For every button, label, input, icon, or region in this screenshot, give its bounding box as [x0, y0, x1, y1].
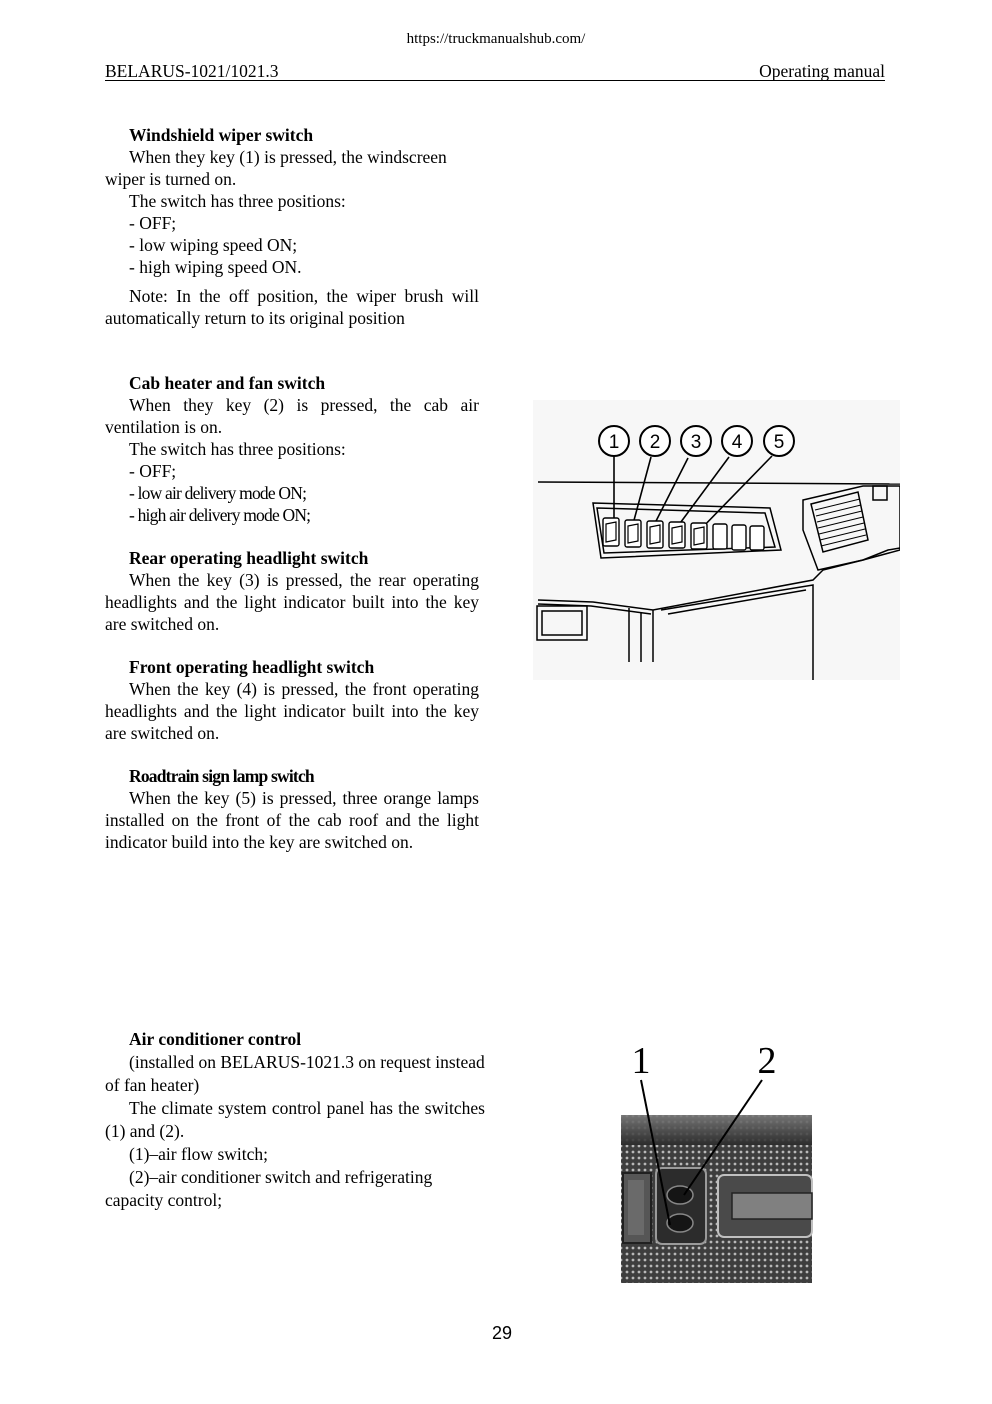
- callout-label: 1: [608, 432, 620, 453]
- paragraph: When the key (4) is pressed, the front operating headlights and the light indicator built into the key are switched on.: [105, 679, 479, 743]
- paragraph: The switch has three positions:: [129, 439, 346, 459]
- switch-panel-drawing: [533, 400, 900, 680]
- paragraph: When the key (5) is pressed, three orange lamps installed on the front of the cab roof and the light indicator build into the key are switched on.: [105, 788, 479, 852]
- callout-label: 3: [690, 432, 702, 453]
- callout-label: 2: [757, 1040, 777, 1082]
- aircon-panel-figure: [600, 1035, 815, 1285]
- section-heater: [105, 372, 479, 526]
- section-front-headlight: [105, 656, 479, 744]
- paragraph: When they key (1) is pressed, the windscreen wiper is turned on.: [105, 147, 447, 189]
- aircon-panel-photo: [600, 1035, 815, 1285]
- header-doc-type: Operating manual: [759, 61, 885, 81]
- section-rear-headlight: [105, 547, 479, 635]
- section-title: Roadtrain sign lamp switch: [129, 766, 314, 786]
- callout-label: 2: [649, 432, 661, 453]
- page-number: 29: [491, 1323, 513, 1343]
- note: Note: In the off position, the wiper brush will automatically return to its original position: [105, 286, 479, 328]
- section-title: Front operating headlight switch: [129, 657, 375, 677]
- list-item: - low wiping speed ON;: [129, 235, 298, 255]
- section-wiper: [105, 124, 479, 329]
- section-aircon: [105, 1028, 485, 1212]
- paragraph: (2)–air conditioner switch and refrigerating capacity control;: [105, 1167, 433, 1210]
- paragraph: When they key (2) is pressed, the cab air ventilation is on.: [105, 395, 479, 437]
- list-item: - low air delivery mode ON;: [129, 483, 307, 503]
- list-item: - OFF;: [129, 213, 177, 233]
- paragraph: The climate system control panel has the switches (1) and (2).: [105, 1098, 485, 1141]
- list-item: - high air delivery mode ON;: [129, 505, 311, 525]
- section-title: Windshield wiper switch: [129, 125, 314, 145]
- paragraph: When the key (3) is pressed, the rear operating headlights and the light indicator built into the key are switched on.: [105, 570, 479, 634]
- section-title: Cab heater and fan switch: [129, 373, 326, 393]
- switch-panel-figure: [533, 400, 900, 680]
- callout-label: 5: [773, 432, 785, 453]
- list-item: - OFF;: [129, 461, 177, 481]
- source-url: https://truckmanualshub.com/: [406, 31, 586, 47]
- section-title: Rear operating headlight switch: [129, 548, 369, 568]
- paragraph: (installed on BELARUS-1021.3 on request instead of fan heater): [105, 1052, 485, 1095]
- list-item: - high wiping speed ON.: [129, 257, 302, 277]
- header-divider: [105, 80, 885, 81]
- section-title: Air conditioner control: [129, 1029, 302, 1049]
- paragraph: (1)–air flow switch;: [129, 1144, 268, 1164]
- header-model: BELARUS-1021/1021.3: [105, 61, 279, 81]
- callout-label: 4: [731, 432, 743, 453]
- section-roadtrain: [105, 765, 479, 853]
- callout-label: 1: [631, 1040, 651, 1082]
- paragraph: The switch has three positions:: [129, 191, 346, 211]
